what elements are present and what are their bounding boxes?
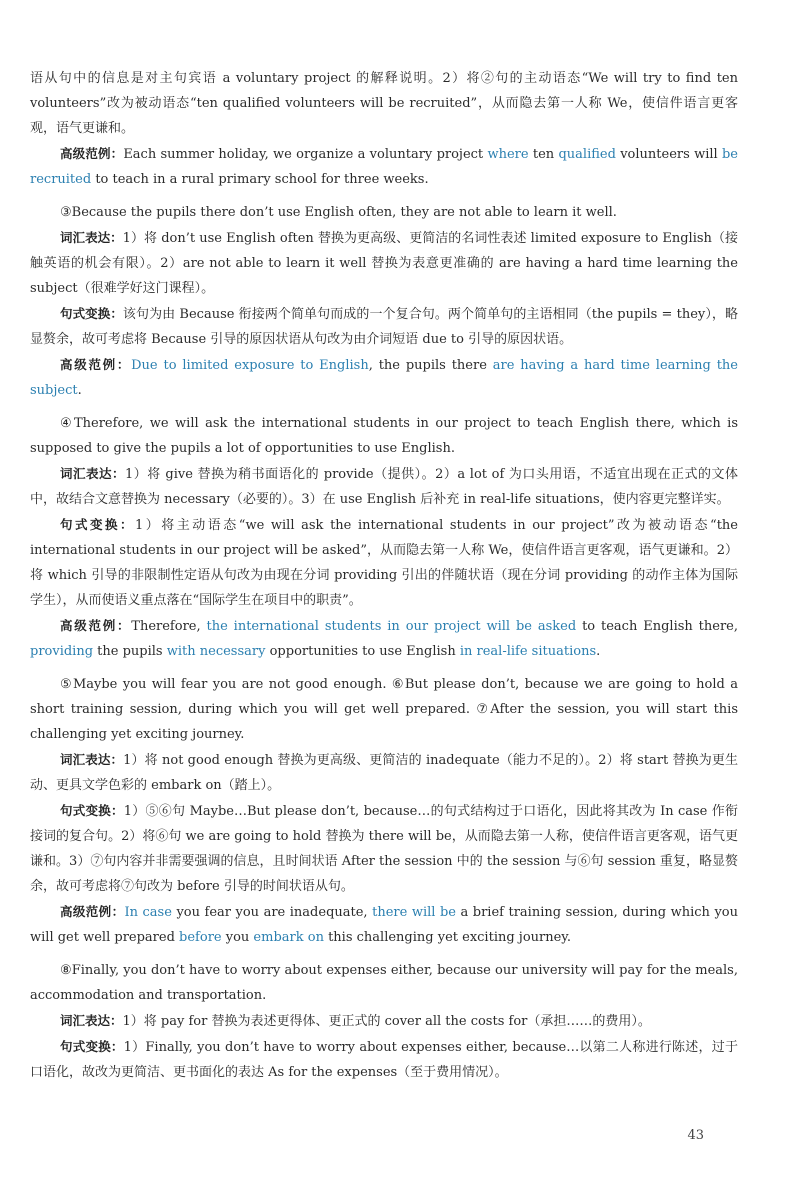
- text: .: [77, 383, 82, 398]
- structure-8: [30, 1034, 738, 1085]
- vocab-4: [30, 461, 738, 512]
- example-5: [30, 899, 738, 950]
- text: opportunities to use English: [265, 644, 460, 659]
- text: .: [596, 644, 601, 659]
- sentence-3: ③Because the pupils there don’t use English often, they are not able to learn it well.: [60, 205, 617, 220]
- text: , the pupils there: [368, 358, 493, 373]
- highlight: in real-life situations: [459, 644, 597, 659]
- text: 1）将 give 替换为稍书面语化的 provide（提供）。2）a lot of 为口头用语，不适宜出现在正式的文体中，故结合文意替换为 necessary（必要的）。3）在 use English 后补充 in real-life situations，使内容更完整详实。: [30, 467, 738, 507]
- text: ten: [528, 147, 559, 162]
- sentence-4: ④Therefore, we will ask the international students in our project to teach English there, which is supposed to give the pupils a lot of opportunities to use English.: [30, 416, 738, 456]
- text: 1）将 not good enough 替换为更高级、更简洁的 inadequate（能力不足的）。2）将 start 替换为更生动、更具文学色彩的 embark on（踏上）。: [30, 753, 738, 793]
- text: 1）将 don’t use English often 替换为更高级、更简洁的名词性表述 limited exposure to English（接触英语的机会有限）。2）are not able to learn it well 替换为表意更准确的 are having a hard time learning the subject（很难学好这门课程）。: [30, 231, 738, 296]
- highlight: the international students in our project will be asked: [206, 619, 577, 634]
- text: volunteers will: [615, 147, 722, 162]
- vocab-label: 词汇表达：: [60, 752, 124, 767]
- example-label: 高级范例：: [60, 904, 125, 919]
- vocab-3: [30, 225, 738, 301]
- text: you fear you are inadequate,: [171, 905, 373, 920]
- intro-paragraph: 语从句中的信息是对主句宾语 a voluntary project 的解释说明。2）将②句的主动语态“We will try to find ten volunteers”改为被动语态“ten qualified volunteers will be recruited”，从而隐去第一人称 We，使信件语言更客观，语气更谦和。: [30, 71, 738, 136]
- highlight: are having a hard time learning the subject: [30, 358, 738, 398]
- text: 1）将主动语态“we will ask the international students in our project”改为被动语态“the international students in our project will be asked”，从而隐去第一人称 We，使信件语言更客观，语气更谦和。2）将 which 引导的非限制性定语从句改为由现在分词 providing 引出的伴随状语（现在分词 providing 的动作主体为国际学生），从而使语义重点落在“国际学生在项目中的职责”。: [30, 518, 738, 608]
- example-4: [30, 613, 738, 664]
- text: to teach in a rural primary school for three weeks.: [91, 172, 429, 187]
- vocab-label: 词汇表达：: [60, 1013, 123, 1028]
- text: Therefore,: [131, 619, 207, 634]
- example-3: [30, 352, 738, 403]
- text: Each summer holiday, we organize a voluntary project: [123, 147, 488, 162]
- highlight: be recruited: [30, 147, 738, 187]
- text: 1）将 pay for 替换为表述更得体、更正式的 cover all the costs for（承担……的费用）。: [122, 1014, 651, 1029]
- example-1: [30, 141, 738, 192]
- highlight: there will be: [372, 905, 456, 920]
- example-label: 高级范例：: [60, 618, 132, 633]
- structure-label: 句式变换：: [60, 306, 123, 321]
- text: a brief training session, during which you will get well prepared: [30, 905, 738, 945]
- structure-5: [30, 798, 738, 899]
- sentence-5-7: ⑤Maybe you will fear you are not good enough. ⑥But please don’t, because we are going to hold a short training session, during which you will get well prepared. ⑦After the session, you will start this challenging yet exciting journey.: [30, 677, 738, 742]
- page-number: 43: [687, 1128, 704, 1143]
- document-body: [30, 66, 738, 1085]
- highlight: Due to limited exposure to English: [131, 358, 369, 373]
- structure-label: 句式变换：: [60, 1039, 124, 1054]
- vocab-8: [30, 1008, 738, 1034]
- vocab-5: [30, 747, 738, 798]
- text: you: [221, 930, 254, 945]
- highlight: In case: [124, 905, 172, 920]
- example-label: 高级范例：: [60, 146, 124, 161]
- structure-label: 句式变换：: [60, 803, 124, 818]
- text: this challenging yet exciting journey.: [323, 930, 572, 945]
- highlight: where: [487, 147, 529, 162]
- highlight: before: [179, 930, 222, 945]
- highlight: with necessary: [166, 644, 266, 659]
- text: 1）Finally, you don’t have to worry about expenses either, because…以第二人称进行陈述，过于口语化，故改为更简洁、更书面化的表达 As for the expenses（至于费用情况）。: [30, 1040, 738, 1080]
- highlight: providing: [30, 644, 94, 659]
- text: to teach English there,: [576, 619, 738, 634]
- text: 该句为由 Because 衔接两个简单句而成的一个复合句。两个简单句的主语相同（the pupils = they），略显赘余，故可考虑将 Because 引导的原因状语从句改为由介词短语 due to 引导的原因状语。: [30, 307, 738, 347]
- structure-4: [30, 512, 738, 613]
- text: the pupils: [93, 644, 167, 659]
- example-label: 高级范例：: [60, 357, 132, 372]
- vocab-label: 词汇表达：: [60, 466, 126, 481]
- sentence-8: ⑧Finally, you don’t have to worry about expenses either, because our university will pay for the meals, accommodation and transportation.: [30, 963, 738, 1003]
- highlight: qualified: [558, 147, 616, 162]
- vocab-label: 词汇表达：: [60, 230, 123, 245]
- structure-3: [30, 301, 738, 352]
- highlight: embark on: [253, 930, 324, 945]
- text: 1）⑤⑥句 Maybe…But please don’t, because…的句式结构过于口语化，因此将其改为 In case 作衔接词的复合句。2）将⑥句 we are going to hold 替换为 there will be，从而隐去第一人称，使信件语言更客观，语气更谦和。3）⑦句内容并非需要强调的信息，且时间状语 After the session 中的 the session 与⑥句 session 重复，略显赘余，故可考虑将⑦句改为 before 引导的时间状语从句。: [30, 804, 738, 894]
- structure-label: 句式变换：: [60, 517, 136, 532]
